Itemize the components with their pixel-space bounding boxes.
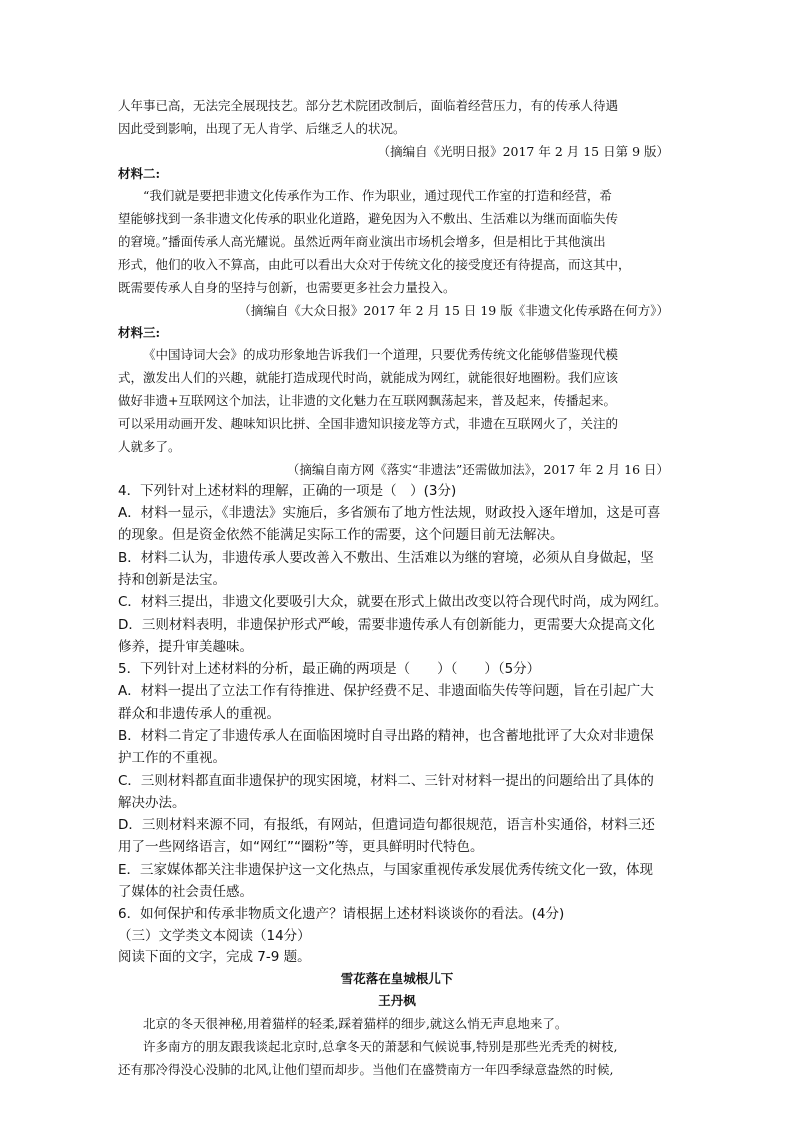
material3-source: （摘编自南方网《落实“非遗法”还需做加法》，2017 年 2 月 16 日）	[286, 462, 669, 477]
material2-line: 既需要传承人自身的坚持与创新，也需要更多社会力量投入。	[118, 280, 456, 295]
question-5-option-d-cont: 用了一些网络语言，如“网红”“圈粉”等，更具鲜明时代特色。	[118, 839, 484, 855]
material1-line: 因此受到影响，出现了无人肯学、后继乏人的状况。	[118, 121, 406, 136]
story-line: 还有那冷得没心没肺的北风,让他们望而却步。当他们在盛赞南方一年四季绿意盎然的时候,	[118, 1062, 614, 1077]
material2-line: 的窘境。”播面传承人高光耀说。虽然近两年商业演出市场机会增多，但是相比于其他演出	[118, 234, 606, 249]
section-heading: （三）文学类文本阅读（14分）	[118, 928, 311, 944]
question-4-option-a: A．材料一显示，《非遗法》实施后，多省颁布了地方性法规，财政投入逐年增加，这是可喜	[118, 505, 661, 521]
question-5-option-b-cont: 护工作的不重视。	[118, 750, 226, 766]
story-author: 王丹枫	[378, 993, 416, 1008]
material3-line: 人就多了。	[118, 439, 181, 454]
question-5-option-a-cont: 群众和非遗传承人的重视。	[118, 706, 280, 722]
story-line: 许多南方的朋友跟我谈起北京时,总拿冬天的萧瑟和气候说事,特别是那些光秃秃的树枝,	[143, 1039, 618, 1054]
question-4-option-b: B．材料二认为，非遗传承人要改善入不敷出、生活难以为继的窘境，必须从自身做起，坚	[118, 550, 654, 566]
question-5: 5．下列针对上述材料的分析，最正确的两项是（ ）（ ）（5分）	[118, 661, 541, 677]
material3-heading: 材料三:	[118, 325, 161, 340]
story-title: 雪花落在皇城根儿下	[340, 971, 454, 986]
question-4-option-d: D．三则材料表明，非遗保护形式严峻，需要非遗传承人有创新能力，更需要大众提高文化	[118, 617, 655, 633]
question-5-option-b: B．材料二肯定了非遗传承人在面临困境时自寻出路的精神，也含蓄地批评了大众对非遗保	[118, 728, 654, 744]
material3-line: 《中国诗词大会》的成功形象地告诉我们一个道理，只要优秀传统文化能够借鉴现代模	[143, 347, 619, 362]
question-5-option-e-cont: 了媒体的社会责任感。	[118, 884, 253, 900]
material3-line: 式，激发出人们的兴趣，就能打造成现代时尚，就能成为网红，就能很好地圈粉。我们应该	[118, 370, 619, 385]
reading-instruction: 阅读下面的文字，完成 7-9 题。	[118, 949, 311, 965]
material2-line: 望能够找到一条非遗文化传承的职业化道路，避免因为入不敷出、生活难以为继而面临失传	[118, 211, 619, 226]
material3-line: 做好非遗+互联网这个加法，让非遗的文化魅力在互联网飘荡起来，普及起来，传播起来。	[118, 393, 616, 408]
question-5-option-d: D．三则材料来源不同，有报纸，有网站，但遣词造句都很规范，语言朴实通俗，材料三还	[118, 817, 655, 833]
material1-line: 人年事已高，无法完全展现技艺。部分艺术院团改制后，面临着经营压力，有的传承人待遇	[118, 98, 619, 113]
question-4-option-a-cont: 的现象。但是资金依然不能满足实际工作的需要，这个问题目前无法解决。	[118, 527, 564, 543]
material2-source: （摘编自《大众日报》2017 年 2 月 15 日 19 版《非遗文化传承路在何方》）	[238, 303, 669, 318]
material3-line: 可以采用动画开发、趣味知识比拼、全国非遗知识接龙等方式，非遗在互联网火了，关注的	[118, 416, 619, 431]
question-5-option-c-cont: 解决办法。	[118, 795, 186, 811]
question-4: 4．下列针对上述材料的理解，正确的一项是（ ）(3分)	[118, 483, 457, 499]
question-6: 6．如何保护和传承非物质文化遗产？请根据上述材料谈谈你的看法。(4分)	[118, 906, 565, 922]
question-5-option-e: E．三家媒体都关注非遗保护这一文化热点，与国家重视传承发展优秀传统文化一致，体现	[118, 862, 654, 878]
question-4-option-b-cont: 持和创新是法宝。	[118, 572, 226, 588]
question-4-option-d-cont: 修养，提升审美趣味。	[118, 639, 253, 655]
material2-line: 形式，他们的收入不算高，由此可以看出大众对于传统文化的接受度还有待提高，而这其中，	[118, 257, 631, 272]
question-5-option-a: A．材料一提出了立法工作有待推进、保护经费不足、非遗面临失传等问题，旨在引起广大	[118, 683, 654, 699]
material1-source: （摘编自《光明日报》2017 年 2 月 15 日第 9 版）	[377, 144, 669, 159]
story-line: 北京的冬天很神秘,用着猫样的轻柔,踩着猫样的细步,就这么悄无声息地来了。	[143, 1016, 568, 1031]
question-5-option-c: C．三则材料都直面非遗保护的现实困境，材料二、三针对材料一提出的问题给出了具体的	[118, 773, 654, 789]
question-4-option-c: C．材料三提出，非遗文化要吸引大众，就要在形式上做出改变以符合现代时尚，成为网红。	[118, 594, 668, 610]
material2-line: “我们就是要把非遗文化传承作为工作、作为职业，通过现代工作室的打造和经营，希	[143, 188, 612, 203]
material2-heading: 材料二:	[118, 166, 161, 181]
